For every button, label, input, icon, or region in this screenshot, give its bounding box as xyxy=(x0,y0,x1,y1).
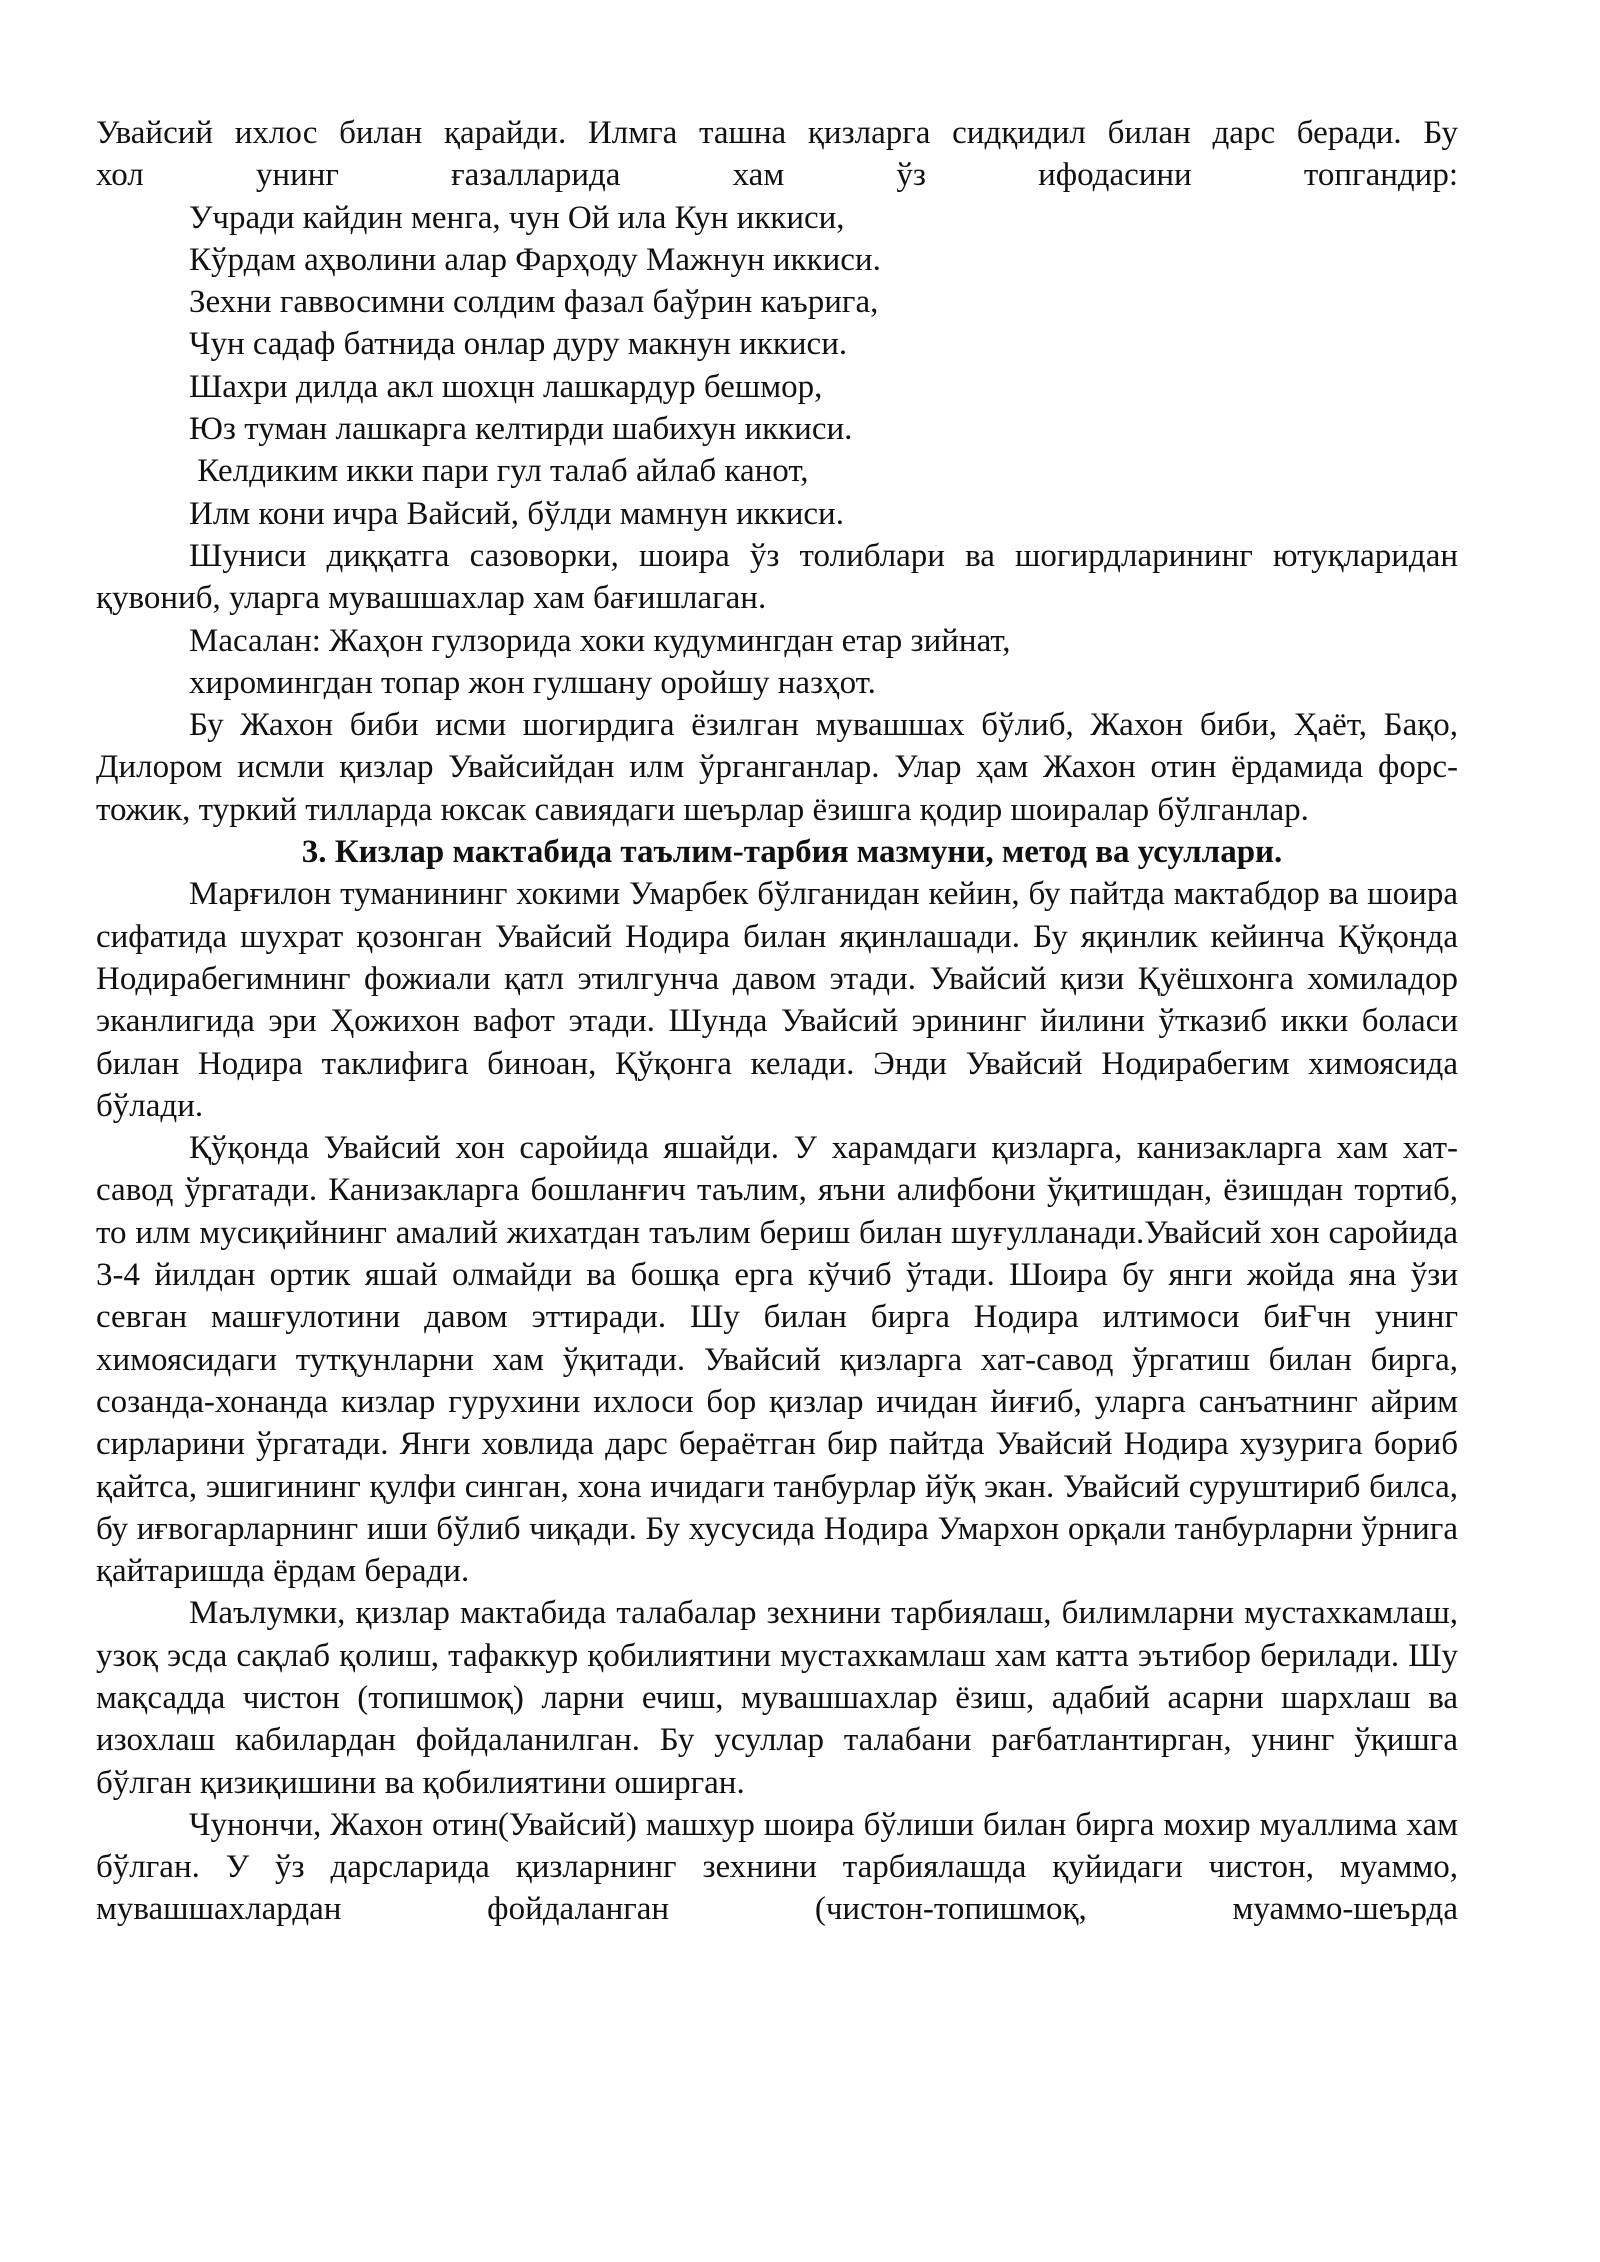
poem-line: Чун садаф батнида онлар дуру макнун иккиси. xyxy=(189,326,848,363)
paragraph-malumki: Маълумки, қизлар мактабида талабалар зехнини тарбиялаш, билимларни мустахкамлаш, узоқ эсда сақлаб қолиш, тафаккур қобилиятини мустахкамлаш хам катта эътибор берилади. Шу мақсадда чистон (топишмоқ) ларни ечиш, мувашшахлар ёзиш, адабий асарни шархлаш ва изохлаш кабилардан фойдаланилган. Бу усуллар талабани рағбатлантирган, унинг ўқишга бўлган қизиқишини ва қобилиятини оширган. xyxy=(96,1595,1458,1801)
poem-line: Келдиким икки пари гул талаб айлаб канот, xyxy=(189,453,809,490)
poem-line: Илм кони ичра Вайсий, бўлди мамнун иккиси. xyxy=(189,495,844,532)
poem-line: Кўрдам аҳволини алар Фарҳоду Мажнун иккиси. xyxy=(189,241,881,278)
section-heading: 3. Кизлар мактабида таълим-тарбия мазмуни, метод ва усуллари. xyxy=(301,834,1283,871)
poem-line: Юз туман лашкарга келтирди шабихун иккиси. xyxy=(189,411,853,448)
paragraph-chunonchi: Чунончи, Жахон отин(Увайсий) машхур шоира бўлиши билан бирга мохир муаллима хам бўлган. У ўз дарсларида қизларнинг зехнини тарбиялашда қуйидаги чистон, муаммо, мувашшахлардан фойдаланган (чистон-топишмоқ, муаммо-шеърда xyxy=(96,1806,1458,1928)
paragraph-muvashshah-note: Шуниси диққатга сазоворки, шоира ўз толиблари ва шогирдларининг ютуқларидан қувониб, уларга мувашшахлар хам бағишлаган. xyxy=(96,537,1458,617)
poem-line: Зехни гаввосимни солдим фазал баўрин каърига, xyxy=(189,284,879,321)
poem-ghazal xyxy=(96,197,1458,535)
poem-line: Масалан: Жаҳон гулзорида хоки кудумингдан етар зийнат, xyxy=(189,622,1011,659)
intro-paragraph xyxy=(96,112,1458,197)
poem-example xyxy=(96,620,1458,705)
paragraph-kokand: Қўқонда Увайсий хон саройида яшайди. У харамдаги қизларга, канизакларга хам хат-савод ўргатади. Канизакларга бошланғич таълим, яъни алифбони ўқитишдан, ёзишдан тортиб, то илм мусиқийнинг амалий жихатдан таълим бериш билан шуғулланади.Увайсий хон саройида 3-4 йилдан ортик яшай олмайди ва бошқа ерга кўчиб ўтади. Шоира бу янги жойда яна ўзи севган машғулотини давом эттиради. Шу билан бирга Нодира илтимоси биҒчн унинг химоясидаги тутқунларни хам ўқитади. Увайсий қизларга хат-савод ўргатиш билан бирга, созанда-хонанда кизлар гурухини ихлоси бор қизлар ичидан йиғиб, уларга санъатнинг айрим сирларини ўргатади. Янги ховлида дарс бераётган бир пайтда Увайсий Нодира хузурига бориб қайтса, эшигининг қулфи синган, хона ичидаги танбурлар йўқ экан. Увайсий суруштириб билса, бу иғвогарларнинг иши бўлиб чиқади. Бу хусусида Нодира Умархон орқали танбурларни ўрнига қайтаришда ёрдам беради. xyxy=(96,1130,1458,1590)
paragraph-jahon-bibi: Бу Жахон биби исми шогирдига ёзилган мувашшах бўлиб, Жахон биби, Ҳаёт, Бақо, Дилором исмли қизлар Увайсийдан илм ўрганганлар. Улар ҳам Жахон отин ёрдамида форс-тожик, туркий тилларда юксак савиядаги шеърлар ёзишга қодир шоиралар бўлганлар. xyxy=(96,707,1458,828)
poem-line: Учради кайдин менга, чун Ой ила Кун иккиси, xyxy=(189,199,845,236)
document-page xyxy=(96,112,1458,1931)
intro-line-2: хол унинг ғазалларида хам ўз ифодасини топгандир: xyxy=(96,157,1458,194)
intro-line-1: Увайсий ихлос билан қарайди. Илмга ташна қизларга сидқидил билан дарс беради. Бу xyxy=(96,115,1458,151)
poem-line: Шахри дилда акл шохцн лашкардур бешмор, xyxy=(189,368,823,405)
paragraph-margilon: Марғилон туманининг хокими Умарбек бўлганидан кейин, бу пайтда мактабдор ва шоира сифатида шухрат қозонган Увайсий Нодира билан яқинлашади. Бу яқинлик кейинча Қўқонда Нодирабегимнинг фожиали қатл этилгунча давом этади. Увайсий қизи Қуёшхонга хомиладор эканлигида эри Ҳожихон вафот этади. Шунда Увайсий эрининг йилини ўтказиб икки боласи билан Нодира таклифига биноан, Қўқонга келади. Энди Увайсий Нодирабегим химоясида бўлади. xyxy=(96,876,1458,1124)
poem-line: хиромингдан топар жон гулшану оройшу назҳот. xyxy=(189,664,876,701)
